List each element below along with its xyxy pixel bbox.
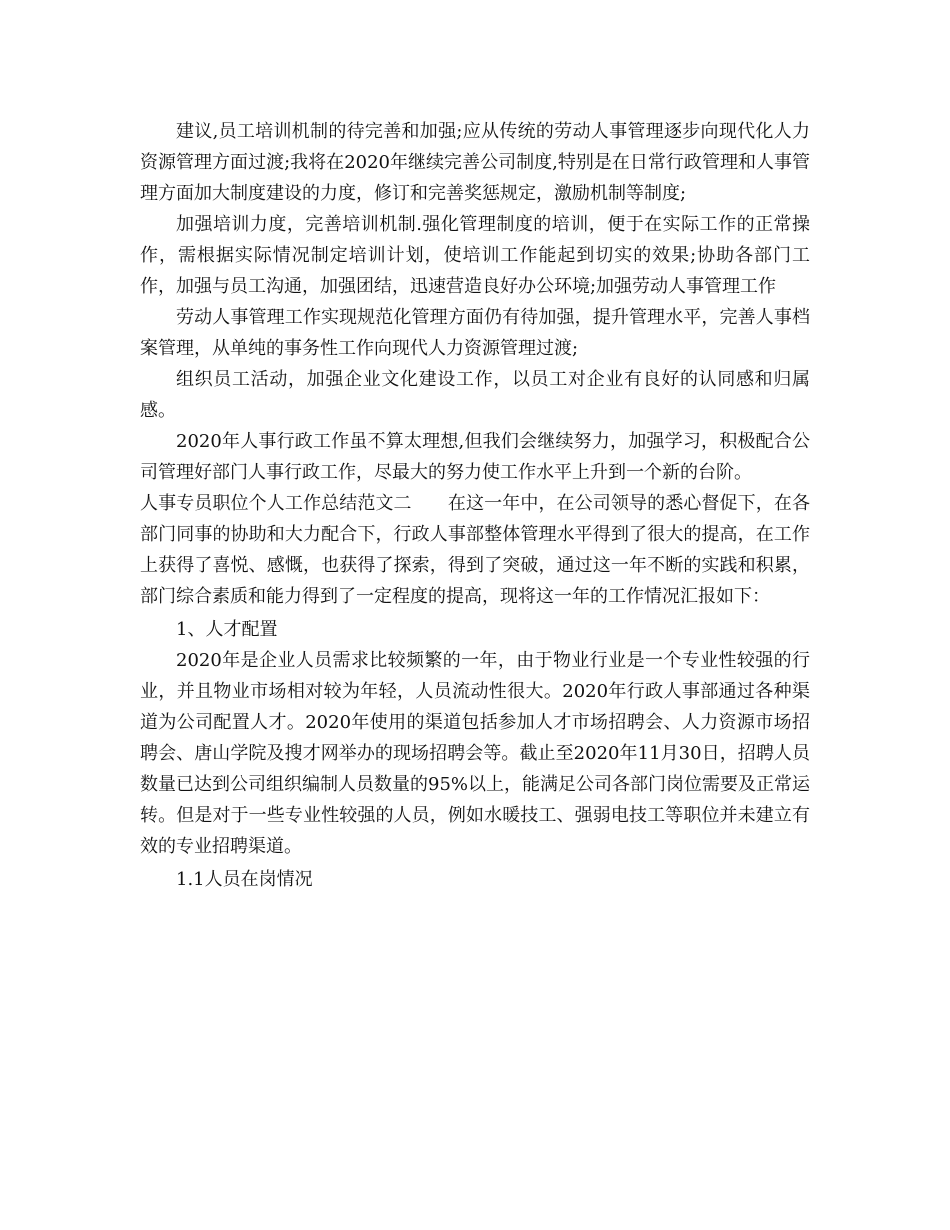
- section-heading-talent-allocation: 1、人才配置: [176, 619, 278, 640]
- paragraph-labor-management: 劳动人事管理工作实现规范化管理方面仍有待加强，提升管理水平，完善人事档案管理，从单纯的事务性工作向现代人力资源管理过渡;: [140, 307, 810, 359]
- paragraph-recruitment: 2020年是企业人员需求比较频繁的一年，由于物业行业是一个专业性较强的行业，并且物业市场相对较为年轻，人员流动性很大。2020年行政人事部通过各种渠道为公司配置人才。2020年使用的渠道包括参加人才市场招聘会、人力资源市场招聘会、唐山学院及搜才网举办的现场招聘会等。截止至2020年11月30日，招聘人员数量已达到公司组织编制人员数量的95%以上，能满足公司各部门岗位需要及正常运转。但是对于一些专业性较强的人员，例如水暖技工、强弱电技工等职位并未建立有效的专业招聘渠道。: [140, 650, 811, 857]
- section-heading-staff-on-duty: 1.1人员在岗情况: [176, 869, 313, 890]
- paragraph-employee-activities: 组织员工活动，加强企业文化建设工作，以员工对企业有良好的认同感和归属感。: [140, 369, 810, 421]
- paragraph-training-strengthen: 加强培训力度，完善培训机制.强化管理制度的培训，便于在实际工作的正常操作，需根据实际情况制定培训计划，使培训工作能起到切实的效果;协助各部门工作，加强与员工沟通，加强团结，迅速营造良好办公环境;加强劳动人事管理工作: [140, 214, 810, 297]
- paragraph-training-suggestion: 建议,员工培训机制的待完善和加强;应从传统的劳动人事管理逐步向现代化人力资源管理方面过渡;我将在2020年继续完善公司制度,特别是在日常行政管理和人事管理方面加大制度建设的力度，修订和完善奖惩规定，激励机制等制度;: [140, 121, 810, 204]
- document-page: [140, 116, 810, 895]
- paragraph-summary-two-intro: 人事专员职位个人工作总结范文二 在这一年中，在公司领导的悉心督促下，在各部门同事的协助和大力配合下，行政人事部整体管理水平得到了很大的提高，在工作上获得了喜悦、感慨，也获得了探索，得到了突破，通过这一年不断的实践和积累，部门综合素质和能力得到了一定程度的提高，现将这一年的工作情况汇报如下：: [140, 493, 810, 607]
- paragraph-year-summary: 2020年人事行政工作虽不算太理想,但我们会继续努力，加强学习，积极配合公司管理好部门人事行政工作，尽最大的努力使工作水平上升到一个新的台阶。: [140, 431, 810, 483]
